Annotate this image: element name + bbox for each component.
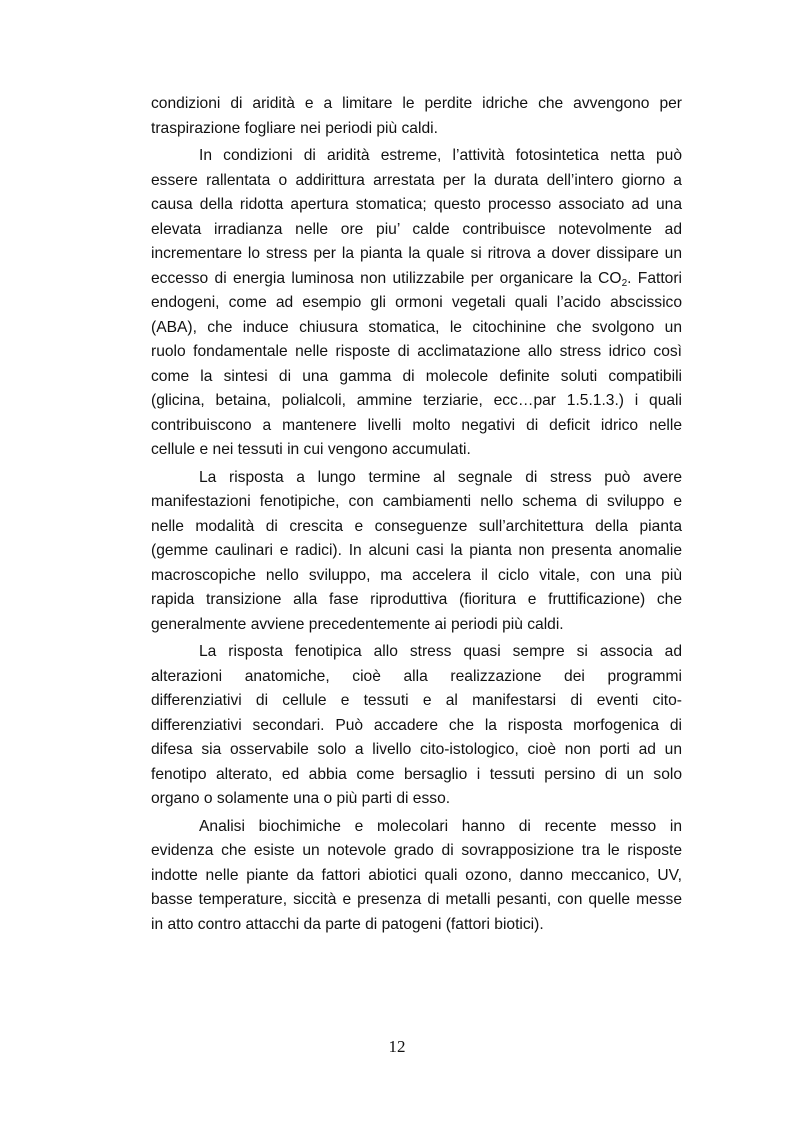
text-line: difesa sia osservabile solo a livello cito-istologico, cioè non porti ad un	[151, 741, 682, 758]
text-line: causa della ridotta apertura stomatica; questo processo associato ad una	[151, 196, 682, 213]
text-line: macroscopiche nello sviluppo, ma accelera il ciclo vitale, con una più	[151, 566, 682, 584]
paragraph-4	[151, 640, 682, 812]
text-line: evidenza che esiste un notevole grado di sovrapposizione tra le risposte	[151, 842, 682, 859]
text-line: rapida transizione alla fase riproduttiva (fioritura e fruttificazione) che	[151, 591, 682, 608]
paragraph-1	[151, 92, 682, 141]
text-line: Analisi biochimiche e molecolari hanno di recente messo in	[199, 817, 682, 835]
text-line: indotte nelle piante da fattori abiotici quali ozono, danno meccanico, UV,	[151, 866, 682, 884]
text-line: (glicina, betaina, polialcoli, ammine terziarie, ecc…par 1.5.1.3.) i quali	[151, 392, 682, 409]
text-line: essere rallentata o addirittura arrestata per la durata dell’intero giorno a	[151, 171, 682, 189]
co2-text: eccesso di energia luminosa non utilizzabile per organicare la CO	[151, 269, 622, 287]
text-line: contribuiscono a mantenere livelli molto negativi di deficit idrico nelle	[151, 416, 682, 434]
text-line: In condizioni di aridità estreme, l’attività fotosintetica netta può	[199, 147, 682, 164]
text-line: (gemme caulinari e radici). In alcuni casi la pianta non presenta anomalie	[151, 542, 682, 559]
text-line: basse temperature, siccità e presenza di metalli pesanti, con quelle messe	[151, 891, 682, 908]
text-line: elevata irradianza nelle ore piu’ calde contribuisce notevolmente ad	[151, 220, 682, 238]
text-line: manifestazioni fenotipiche, con cambiamenti nello schema di sviluppo e	[151, 493, 682, 510]
text-line: fenotipo alterato, ed abbia come bersaglio i tessuti persino di un solo	[151, 765, 682, 783]
text-line: alterazioni anatomiche, cioè alla realizzazione dei programmi	[151, 667, 682, 685]
body-text	[151, 92, 682, 937]
text-line: come la sintesi di una gamma di molecole definite soluti compatibili	[151, 367, 682, 385]
text-line: condizioni di aridità e a limitare le perdite idriche che avvengono per	[151, 95, 682, 112]
co2-subscript: 2	[621, 277, 628, 289]
text-line: ruolo fondamentale nelle risposte di acclimatazione allo stress idrico così	[151, 343, 682, 360]
text-line: generalmente avviene precedentemente ai periodi più caldi.	[151, 615, 564, 633]
page-number: 12	[388, 1037, 406, 1056]
text-line: cellule e nei tessuti in cui vengono accumulati.	[151, 441, 471, 458]
text-line: traspirazione fogliare nei periodi più caldi.	[151, 119, 438, 137]
text-line: endogeni, come ad esempio gli ormoni vegetali quali l’acido abscissico	[151, 294, 682, 311]
text-line: in atto contro attacchi da parte di patogeni (fattori biotici).	[151, 915, 544, 933]
text-line: organo o solamente una o più parti di esso.	[151, 790, 451, 807]
paragraph-3	[151, 466, 682, 638]
text-line: nelle modalità di crescita e conseguenze sull’architettura della pianta	[151, 517, 682, 535]
text-line: differenziativi secondari. Può accadere che la risposta morfogenica di	[151, 716, 682, 734]
text-line: differenziativi di cellule e tessuti e al manifestarsi di eventi cito-	[151, 692, 682, 709]
text-line: La risposta a lungo termine al segnale di stress può avere	[199, 468, 682, 486]
text-line: incrementare lo stress per la pianta la quale si ritrova a dover dissipare un	[151, 245, 682, 262]
text-line: (ABA), che induce chiusura stomatica, le citochinine che svolgono un	[151, 318, 682, 336]
co2-suffix: . Fattori	[627, 269, 682, 287]
paragraph-5	[151, 815, 682, 938]
text-line-co2	[151, 267, 682, 292]
paragraph-2	[151, 144, 682, 463]
text-line: La risposta fenotipica allo stress quasi sempre si associa ad	[199, 643, 682, 660]
